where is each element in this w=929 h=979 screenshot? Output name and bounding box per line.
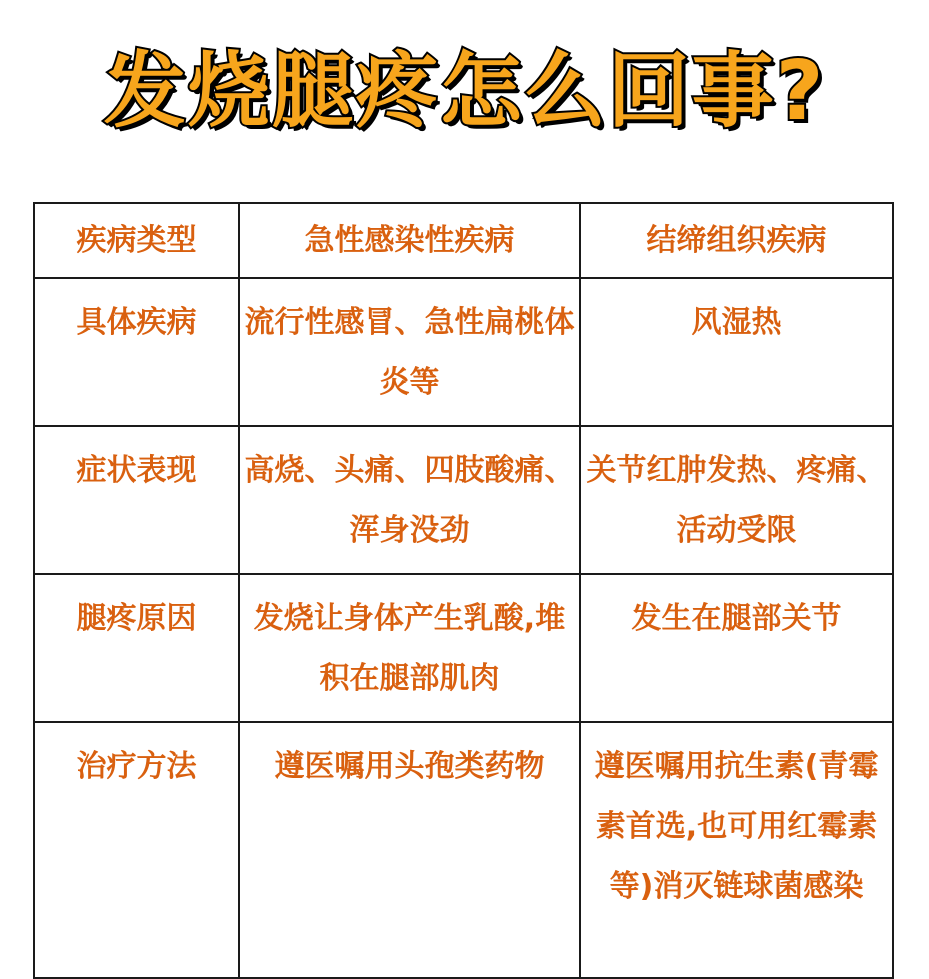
table-cell: 遵医嘱用抗生素(青霉素首选,也可用红霉素等)消灭链球菌感染	[580, 722, 893, 978]
header-cell-acute-infection: 急性感染性疾病	[239, 203, 580, 278]
table-cell: 风湿热	[580, 278, 893, 426]
table-row	[34, 722, 893, 978]
table-cell: 遵医嘱用头孢类药物	[239, 722, 580, 978]
row-label-leg-pain-cause: 腿疼原因	[34, 574, 239, 722]
table-row	[34, 426, 893, 574]
table-row	[34, 574, 893, 722]
table-cell: 发烧让身体产生乳酸,堆积在腿部肌肉	[239, 574, 580, 722]
table-cell: 高烧、头痛、四肢酸痛、浑身没劲	[239, 426, 580, 574]
table-cell: 关节红肿发热、疼痛、活动受限	[580, 426, 893, 574]
row-label-specific-disease: 具体疾病	[34, 278, 239, 426]
header-cell-disease-type: 疾病类型	[34, 203, 239, 278]
table-cell: 流行性感冒、急性扁桃体炎等	[239, 278, 580, 426]
table-header-row	[34, 203, 893, 278]
page-title: 发烧腿疼怎么回事?	[103, 44, 826, 139]
row-label-treatment: 治疗方法	[34, 722, 239, 978]
disease-comparison-table	[33, 202, 894, 979]
table-row	[34, 278, 893, 426]
table-cell: 发生在腿部关节	[580, 574, 893, 722]
header-cell-connective-tissue: 结缔组织疾病	[580, 203, 893, 278]
row-label-symptoms: 症状表现	[34, 426, 239, 574]
